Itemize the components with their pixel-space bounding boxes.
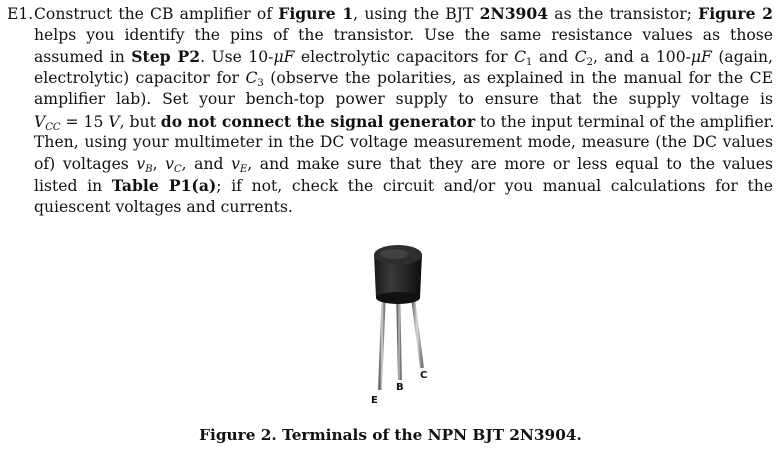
transistor-figure [340,240,460,410]
subscript-run: C [173,163,182,175]
subscript-run: 3 [257,77,264,89]
bold-run: Step P2 [131,47,201,66]
problem-line-8 [7,154,773,176]
text-run: Then, using your multimeter in the DC voltage measurement mode, measure (the DC values [34,133,773,151]
text-run: v [231,154,240,173]
problem-line-4 [7,68,773,90]
text-run: V [108,112,120,131]
text-run: quiescent voltages and currents. [34,197,293,216]
text-run: , and [181,154,232,173]
problem-line-9 [7,175,773,197]
bold-run: Table P1(a) [111,176,217,195]
problem-line-10 [7,197,773,219]
subscript-run: 1 [526,57,533,68]
problem-line-2 [7,25,773,47]
text-run: listed in [34,177,112,195]
bold-run: do not connect the signal generator [160,111,476,131]
text-run: of) voltages [34,154,137,173]
problem-line-7 [7,132,773,154]
problem-line-6 [7,111,773,133]
pin-label-e: E [371,395,378,406]
text-run: C [245,68,258,87]
text-run: , and make sure that they are more or less equal to the values [247,154,773,173]
text-run: electrolytic capacitors for [294,48,515,66]
text-run: assumed in [34,48,132,66]
text-run: v [136,154,146,173]
text-run: , using the BJT [353,5,480,23]
text-run: V [34,112,46,131]
subscript-run: E [239,163,248,175]
text-run: , and a 100- [592,48,691,66]
text-run: v [165,154,174,173]
figure-caption: Figure 2. Terminals of the NPN BJT 2N3904. [199,426,582,444]
text-run: and [532,48,575,66]
text-run: electrolytic) capacitor for [34,68,246,87]
problem-line-3 [7,46,773,68]
text-run: , but [119,112,161,131]
text-run: μF [273,48,295,66]
bold-run: Figure 1 [278,4,354,23]
problem-line-5 [7,89,773,111]
subscript-run: 2 [586,57,593,68]
lead-base [398,292,400,380]
lead-emitter [380,290,384,390]
text-run: Construct the CB amplifier of [34,5,279,23]
bold-run: 2N3904 [479,4,549,23]
transistor-leads [380,290,422,390]
text-run: (observe the polarities, as explained in the manual for the CE [263,68,773,87]
text-run: helps you identify the pins of the transistor. Use the same resistance values as those [34,25,773,44]
text-run: amplifier lab). Set your bench-top power supply to ensure that the supply voltage is [34,90,773,108]
transistor-body [374,245,422,304]
problem-number: E1. [7,5,34,23]
text-run: C [514,48,527,66]
bold-run: Figure 2 [698,4,774,23]
text-run: , [152,154,166,173]
problem-e1 [7,3,773,218]
text-run: = 15 [60,112,109,131]
pin-label-b: B [396,382,404,393]
text-run: μF [690,48,712,66]
text-run: ; if not, check the circuit and/or you manual calculations for the [216,177,773,195]
subscript-run: B [145,163,153,175]
text-run: . Use 10- [200,48,274,66]
text-run: as the transistor; [548,5,699,23]
text-run: to the input terminal of the amplifier. [475,112,775,131]
pin-label-c: C [420,370,428,381]
text-run: C [574,48,587,66]
text-run: (again, [711,48,773,66]
problem-line-1 [7,3,773,25]
subscript-run: CC [45,121,61,133]
